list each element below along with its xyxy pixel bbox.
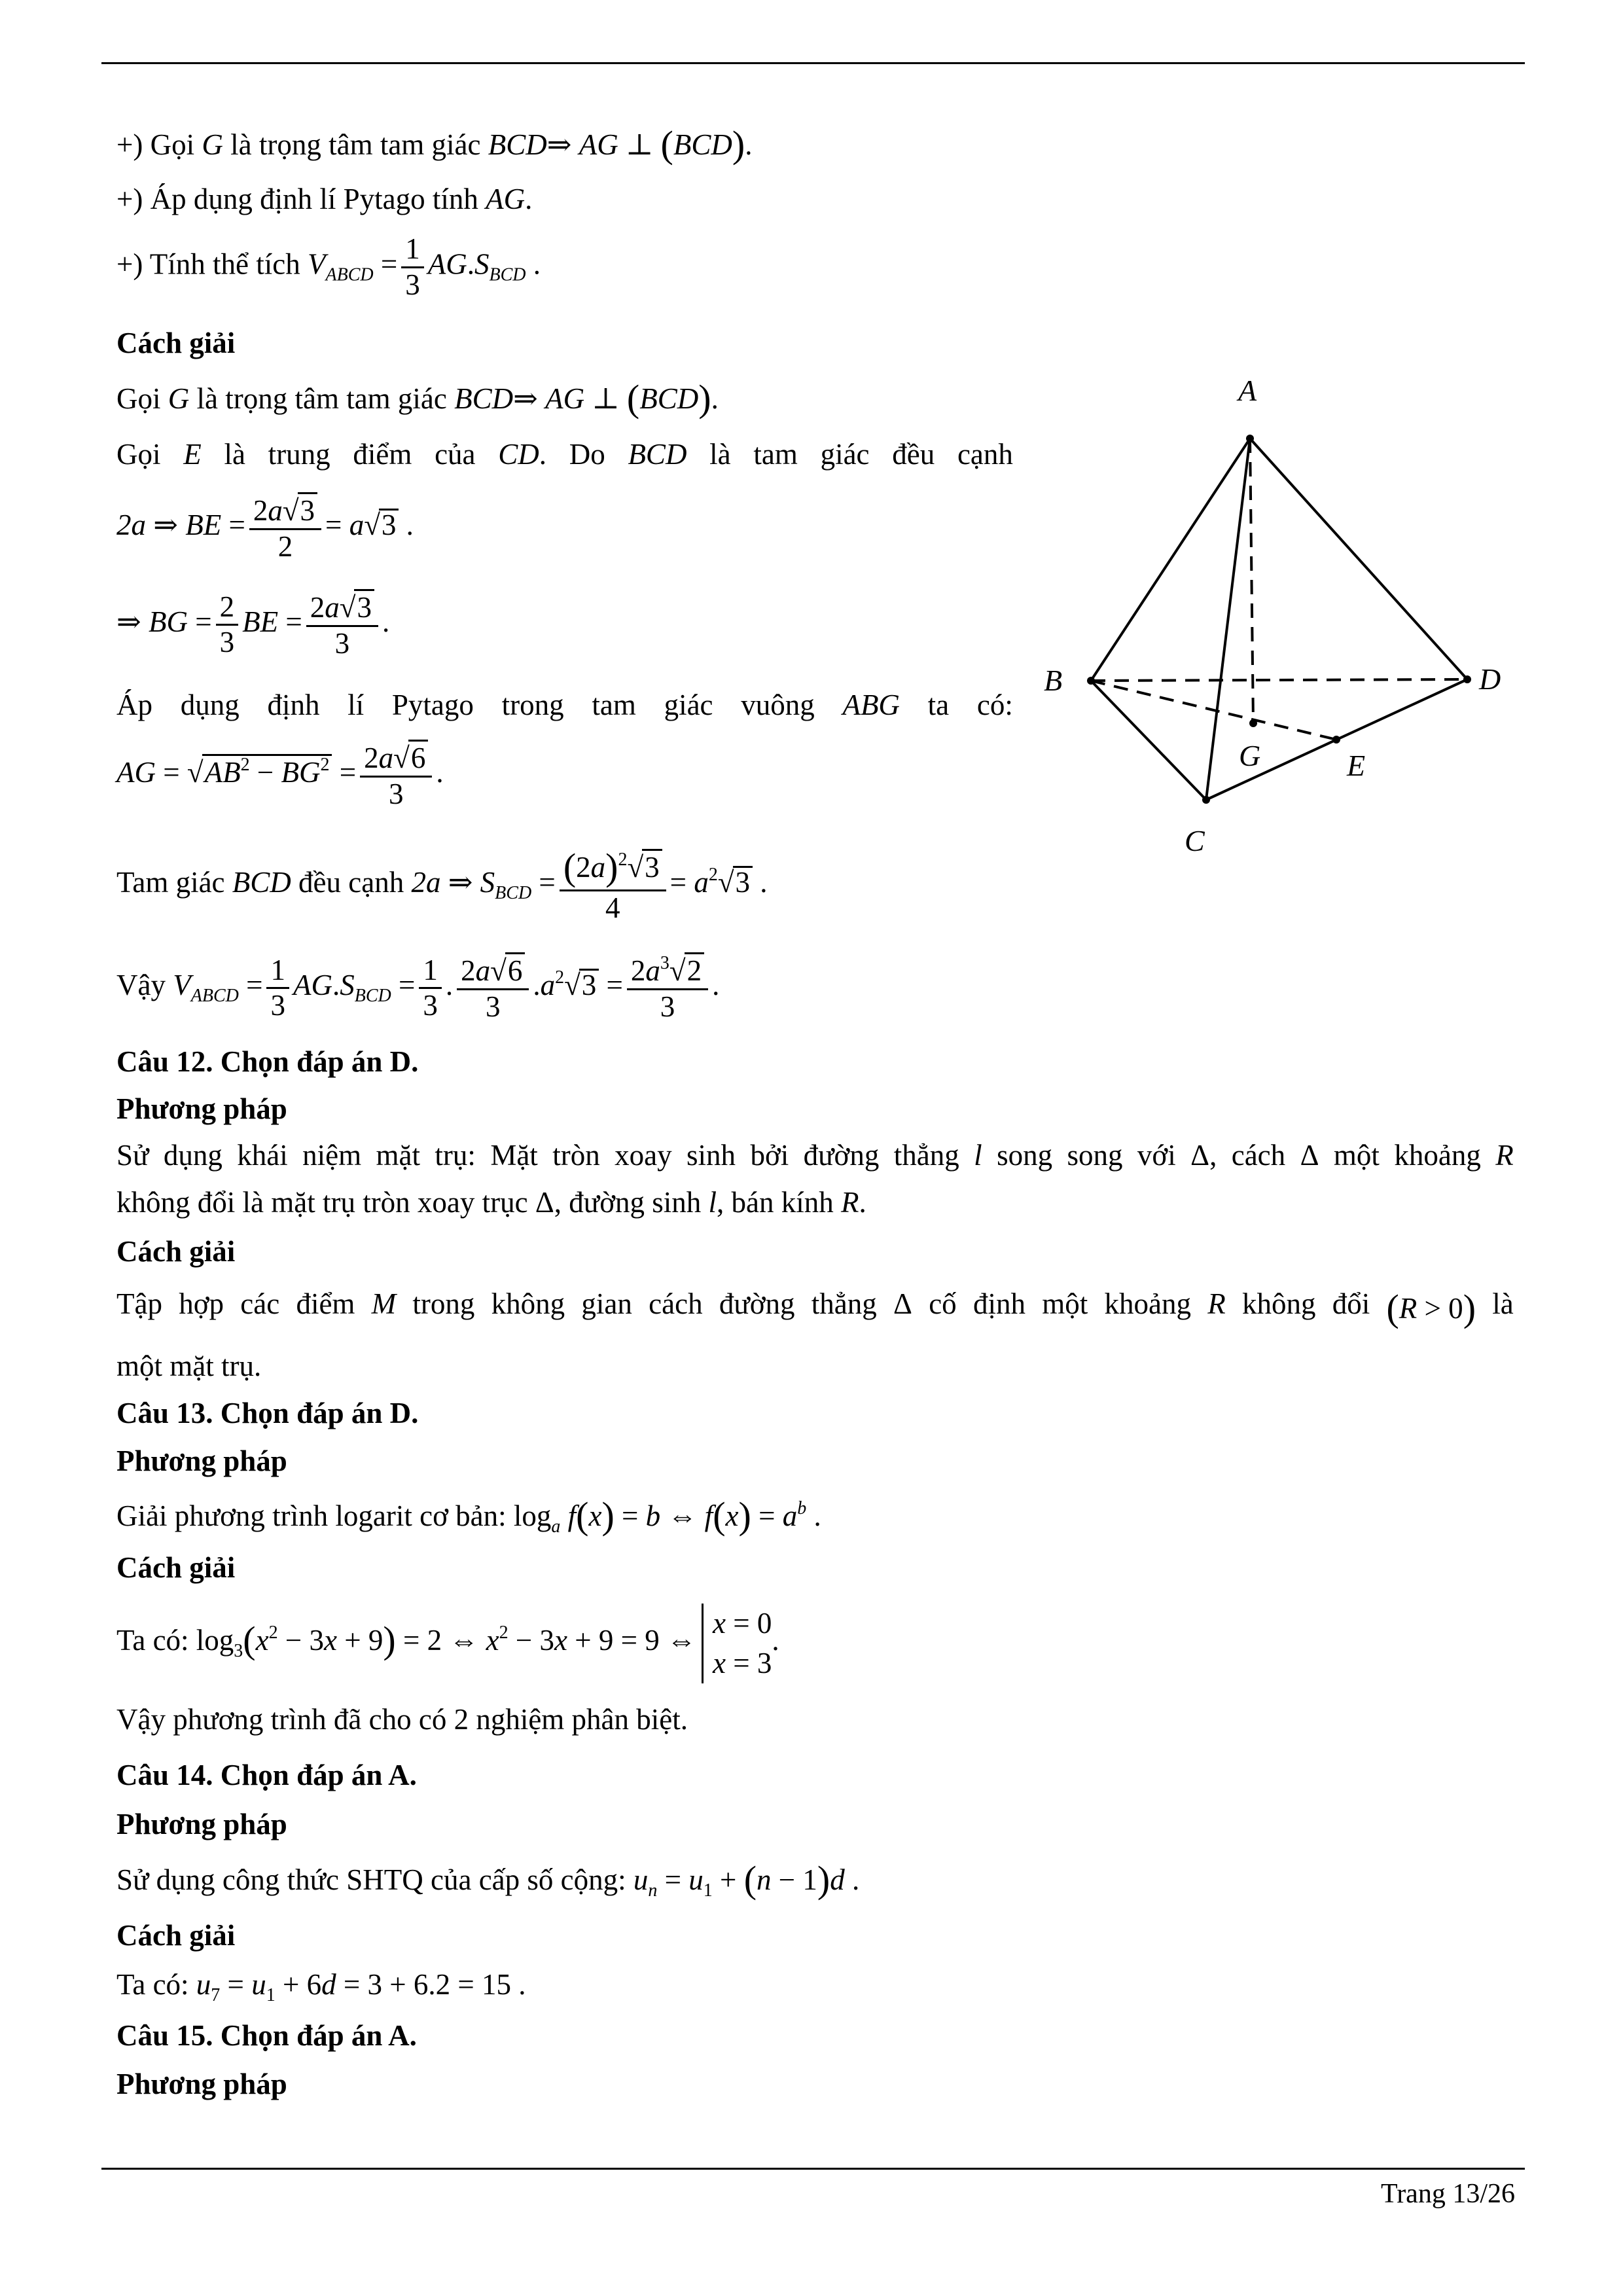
point-b <box>1087 677 1095 685</box>
point-e <box>1332 736 1340 744</box>
solution-line-1: Gọi G là trọng tâm tam giác BCD⇒ AG ⊥ (BCD). <box>116 377 719 420</box>
solution-line-8: Vậy $V_{ABCD}$ = $\frac{1}{3}$ $AG.S_{BCD}$ = $\frac{1}{3}$ . $\frac{2a√6}{3}$ $.a^2√3$ = $\frac{2a^3√2}{3}$ . <box>116 953 720 1023</box>
label-c: C <box>1185 824 1205 857</box>
solution-line-5: Áp dụng định lí Pytago trong tam giác vuông ABG ta có: <box>116 689 1013 721</box>
label-d: D <box>1479 662 1501 696</box>
solution-14-line: Ta có: $u_7 = u_1 + 6d = 3 + 6.2 = 15$ . <box>116 1968 526 2005</box>
phuong-phap-15: Phương pháp <box>116 2068 287 2100</box>
cau-15-heading: Câu 15. Chọn đáp án A. <box>116 2019 417 2052</box>
solution-line-4: ⇒ BG = $\frac{2}{3}$ BE = $\frac{2a√3}{3}$ . <box>116 590 390 660</box>
point-d <box>1463 675 1471 683</box>
phuong-phap-13: Phương pháp <box>116 1444 287 1477</box>
method-12-line-2: không đổi là mặt trụ tròn xoay trục Δ, đường sinh l, bán kính R. <box>116 1186 866 1219</box>
header-rule <box>101 62 1525 64</box>
cach-giai-12: Cách giải <box>116 1235 236 1268</box>
solution-line-7: Tam giác BCD đều cạnh 2a ⇒ $S_{BCD}$ = $\frac{(2a)^2√3}{4}$ = $a^2√3$ . <box>116 846 768 924</box>
cach-giai-13: Cách giải <box>116 1551 236 1584</box>
tetrahedron-figure <box>1034 367 1525 864</box>
cach-giai-14: Cách giải <box>116 1919 236 1952</box>
segment-ag <box>1250 439 1253 723</box>
label-e: E <box>1347 749 1366 782</box>
cach-giai-heading: Cách giải <box>116 327 236 359</box>
solution-line-2: Gọi E là trung điểm của CD. Do BCD là tam giác đều cạnh <box>116 438 1013 471</box>
method-step-3: +) Tính thể tích $V_{ABCD}$ = $\frac{1}{3}$ $AG.S_{BCD}$ . <box>116 232 541 301</box>
page-number: Trang 13/26 <box>1381 2179 1515 2209</box>
solution-13-line-2: Vậy phương trình đã cho có 2 nghiệm phân biệt. <box>116 1703 688 1736</box>
solution-line-6: AG = $√AB^2 - BG^2$ = $\frac{2a√6}{3}$ . <box>116 740 444 812</box>
footer-rule <box>101 2168 1525 2170</box>
method-14-line: Sử dụng công thức SHTQ của cấp số cộng: $u_n = u_1 + (n - 1)d$ . <box>116 1858 860 1901</box>
label-g: G <box>1239 739 1261 772</box>
edge-ad <box>1250 439 1467 679</box>
solution-12-line-1: Tập hợp các điểm M trong không gian cách đường thẳng Δ cố định một khoảng R không đổi (R > 0) là <box>116 1287 1514 1329</box>
label-a: A <box>1238 374 1257 407</box>
phuong-phap-14: Phương pháp <box>116 1808 287 1840</box>
method-13-line: Giải phương trình logarit cơ bản: $\log_a f(x) = b$ ⇔ $f(x) = a^b$ . <box>116 1494 821 1537</box>
edge-bd <box>1091 679 1467 681</box>
solution-13-line-1: Ta có: $\log_3(x^2 - 3x + 9) = 2$ ⇔ $x^2 - 3x + 9 = 9$ ⇔ x = 0 x = 3 . <box>116 1604 779 1683</box>
solution-12-line-2: một mặt trụ. <box>116 1350 262 1382</box>
phuong-phap-12: Phương pháp <box>116 1092 287 1125</box>
solution-line-3: 2a ⇒ BE = $\frac{2a√3}{2}$ = a√3 . <box>116 492 414 564</box>
cau-13-heading: Câu 13. Chọn đáp án D. <box>116 1397 419 1429</box>
edge-bc <box>1091 681 1206 800</box>
cau-14-heading: Câu 14. Chọn đáp án A. <box>116 1759 417 1791</box>
point-c <box>1202 796 1210 804</box>
method-step-2: +) Áp dụng định lí Pytago tính AG. <box>116 183 533 215</box>
method-12-line-1: Sử dụng khái niệm mặt trụ: Mặt tròn xoay sinh bởi đường thẳng l song song với Δ, cách Δ một khoảng R <box>116 1139 1514 1172</box>
point-g <box>1249 719 1257 727</box>
point-a <box>1246 435 1254 442</box>
cau-12-heading: Câu 12. Chọn đáp án D. <box>116 1045 419 1078</box>
method-step-1: +) Gọi G là trọng tâm tam giác BCD⇒ AG ⊥ (BCD). <box>116 123 753 166</box>
label-b: B <box>1044 664 1063 697</box>
